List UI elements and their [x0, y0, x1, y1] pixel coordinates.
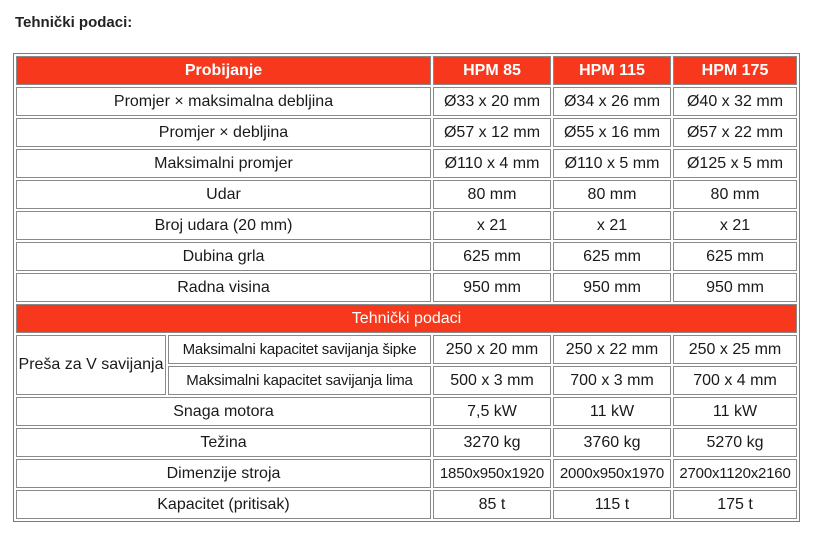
cell-value: Ø57 x 12 mm: [433, 118, 551, 147]
cell-value: 11 kW: [553, 397, 671, 426]
cell-value: 625 mm: [673, 242, 797, 271]
table-row: [16, 428, 797, 457]
table-row: [16, 242, 797, 271]
row-label: Maksimalni promjer: [16, 149, 431, 178]
row-label: Broj udara (20 mm): [16, 211, 431, 240]
table-row: [16, 118, 797, 147]
specifications-table: [13, 53, 800, 522]
cell-value: Ø110 x 4 mm: [433, 149, 551, 178]
row-label: Dubina grla: [16, 242, 431, 271]
row-label: Radna visina: [16, 273, 431, 302]
cell-value: 3760 kg: [553, 428, 671, 457]
cell-value: 250 x 25 mm: [673, 335, 797, 364]
cell-value: Ø40 x 32 mm: [673, 87, 797, 116]
row-label: Maksimalni kapacitet savijanja lima: [168, 366, 431, 395]
cell-value: 5270 kg: [673, 428, 797, 457]
cell-value: x 21: [553, 211, 671, 240]
cell-value: 7,5 kW: [433, 397, 551, 426]
table-row: [16, 180, 797, 209]
cell-value: Ø33 x 20 mm: [433, 87, 551, 116]
cell-value: 115 t: [553, 490, 671, 519]
cell-value: 3270 kg: [433, 428, 551, 457]
cell-value: Ø125 x 5 mm: [673, 149, 797, 178]
cell-value: Ø57 x 22 mm: [673, 118, 797, 147]
cell-value: 11 kW: [673, 397, 797, 426]
table-row: [16, 211, 797, 240]
cell-value: 500 x 3 mm: [433, 366, 551, 395]
table-row: [16, 149, 797, 178]
cell-value: 85 t: [433, 490, 551, 519]
cell-value: 950 mm: [673, 273, 797, 302]
cell-value: 950 mm: [433, 273, 551, 302]
table-row: [16, 87, 797, 116]
table-row: [16, 335, 797, 364]
cell-value: 175 t: [673, 490, 797, 519]
cell-value: Ø34 x 26 mm: [553, 87, 671, 116]
header-model-hpm175: HPM 175: [673, 56, 797, 85]
row-label: Kapacitet (pritisak): [16, 490, 431, 519]
row-label: Težina: [16, 428, 431, 457]
cell-value: 2700x1120x2160: [673, 459, 797, 488]
table-header-row: [16, 56, 797, 85]
table-row: [16, 490, 797, 519]
table-row: [16, 459, 797, 488]
cell-value: Ø55 x 16 mm: [553, 118, 671, 147]
row-label: Dimenzije stroja: [16, 459, 431, 488]
cell-value: 80 mm: [553, 180, 671, 209]
table-row: [16, 273, 797, 302]
cell-value: 80 mm: [673, 180, 797, 209]
row-label: Promjer × debljina: [16, 118, 431, 147]
cell-value: 700 x 3 mm: [553, 366, 671, 395]
row-label: Snaga motora: [16, 397, 431, 426]
cell-value: x 21: [673, 211, 797, 240]
page-title: Tehnički podaci:: [15, 14, 133, 31]
header-model-hpm85: HPM 85: [433, 56, 551, 85]
header-model-hpm115: HPM 115: [553, 56, 671, 85]
row-label: Maksimalni kapacitet savijanja šipke: [168, 335, 431, 364]
header-label: Probijanje: [16, 56, 431, 85]
cell-value: Ø110 x 5 mm: [553, 149, 671, 178]
section-title: Tehnički podaci: [16, 304, 797, 333]
row-label: Udar: [16, 180, 431, 209]
cell-value: 700 x 4 mm: [673, 366, 797, 395]
cell-value: x 21: [433, 211, 551, 240]
cell-value: 250 x 22 mm: [553, 335, 671, 364]
cell-value: 950 mm: [553, 273, 671, 302]
cell-value: 1850x950x1920: [433, 459, 551, 488]
cell-value: 625 mm: [553, 242, 671, 271]
row-label: Promjer × maksimalna debljina: [16, 87, 431, 116]
cell-value: 2000x950x1970: [553, 459, 671, 488]
section-header-row: [16, 304, 797, 333]
group-label: Preša za V savijanja: [16, 335, 166, 395]
cell-value: 250 x 20 mm: [433, 335, 551, 364]
table-row: [16, 397, 797, 426]
cell-value: 80 mm: [433, 180, 551, 209]
cell-value: 625 mm: [433, 242, 551, 271]
